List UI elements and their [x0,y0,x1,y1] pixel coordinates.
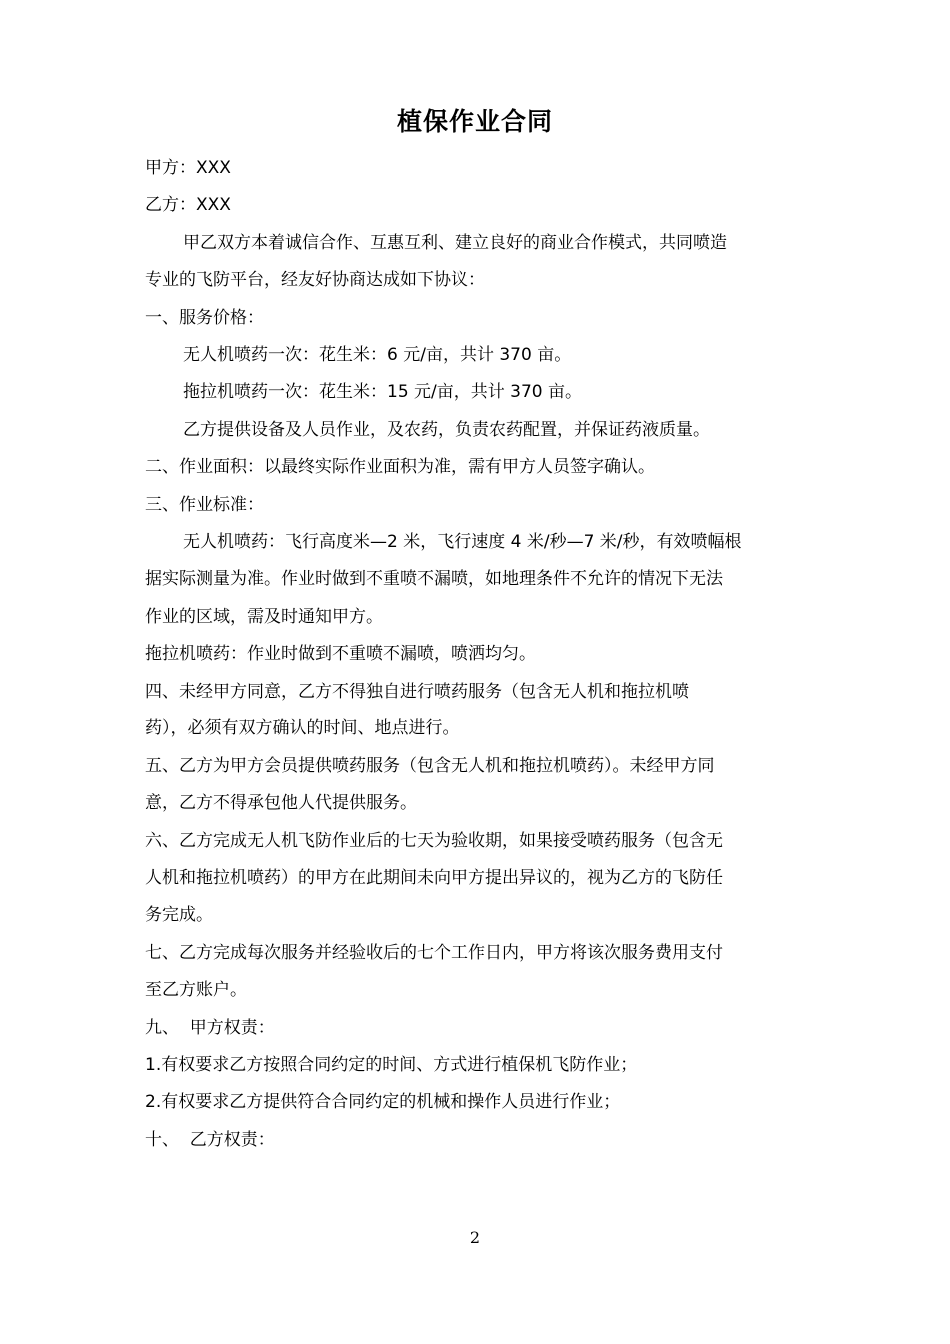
preamble-line-1: 甲乙双方本着诚信合作、互惠互利、建立良好的商业合作模式，共同喷造 [183,233,727,253]
price-drone-line: 无人机喷药一次：花生米：6 元/亩，共计 370 亩。 [183,345,572,365]
section-1-heading: 一、服务价格： [145,308,264,328]
section-2-line: 二、作业面积：以最终实际作业面积为准，需有甲方人员签字确认。 [145,457,655,477]
drone-standard-line-3: 作业的区域，需及时通知甲方。 [145,607,383,627]
section-6-line-3: 务完成。 [145,905,213,925]
document-title: 植保作业合同 [396,107,553,136]
equipment-line: 乙方提供设备及人员作业，及农药，负责农药配置，并保证药液质量。 [183,420,710,440]
party-b-line: 乙方：XXX [145,195,231,215]
section-6-line-2: 人机和拖拉机喷药）的甲方在此期间未向甲方提出异议的，视为乙方的飞防任 [145,868,723,888]
price-tractor-line: 拖拉机喷药一次：花生米：15 元/亩，共计 370 亩。 [183,382,583,402]
section-4-line-2: 药），必须有双方确认的时间、地点进行。 [145,718,460,738]
drone-standard-line-1: 无人机喷药：飞行高度米—2 米，飞行速度 4 米/秒—7 米/秒，有效喷幅根 [183,532,742,552]
section-3-heading: 三、作业标准： [145,495,264,515]
party-a-right-2: 2.有权要求乙方提供符合合同约定的机械和操作人员进行作业； [145,1092,621,1112]
page-number: 2 [469,1228,481,1247]
section-7-line-2: 至乙方账户。 [145,980,247,1000]
section-6-line-1: 六、乙方完成无人机飞防作业后的七天为验收期，如果接受喷药服务（包含无 [145,831,723,851]
tractor-standard-line: 拖拉机喷药：作业时做到不重喷不漏喷，喷洒均匀。 [145,644,536,664]
section-4-line-1: 四、未经甲方同意，乙方不得独自进行喷药服务（包含无人机和拖拉机喷 [145,682,689,702]
preamble-line-2: 专业的飞防平台，经友好协商达成如下协议： [145,270,485,290]
party-a-line: 甲方：XXX [145,158,231,178]
section-7-line-1: 七、乙方完成每次服务并经验收后的七个工作日内，甲方将该次服务费用支付 [145,943,723,963]
party-a-right-1: 1.有权要求乙方按照合同约定的时间、方式进行植保机飞防作业； [145,1055,638,1075]
drone-standard-line-2: 据实际测量为准。作业时做到不重喷不漏喷，如地理条件不允许的情况下无法 [145,569,723,589]
section-10-heading: 十、 乙方权责： [145,1130,275,1150]
section-9-heading: 九、 甲方权责： [145,1018,275,1038]
section-5-line-1: 五、乙方为甲方会员提供喷药服务（包含无人机和拖拉机喷药）。未经甲方同 [145,756,715,776]
section-5-line-2: 意，乙方不得承包他人代提供服务。 [145,793,417,813]
